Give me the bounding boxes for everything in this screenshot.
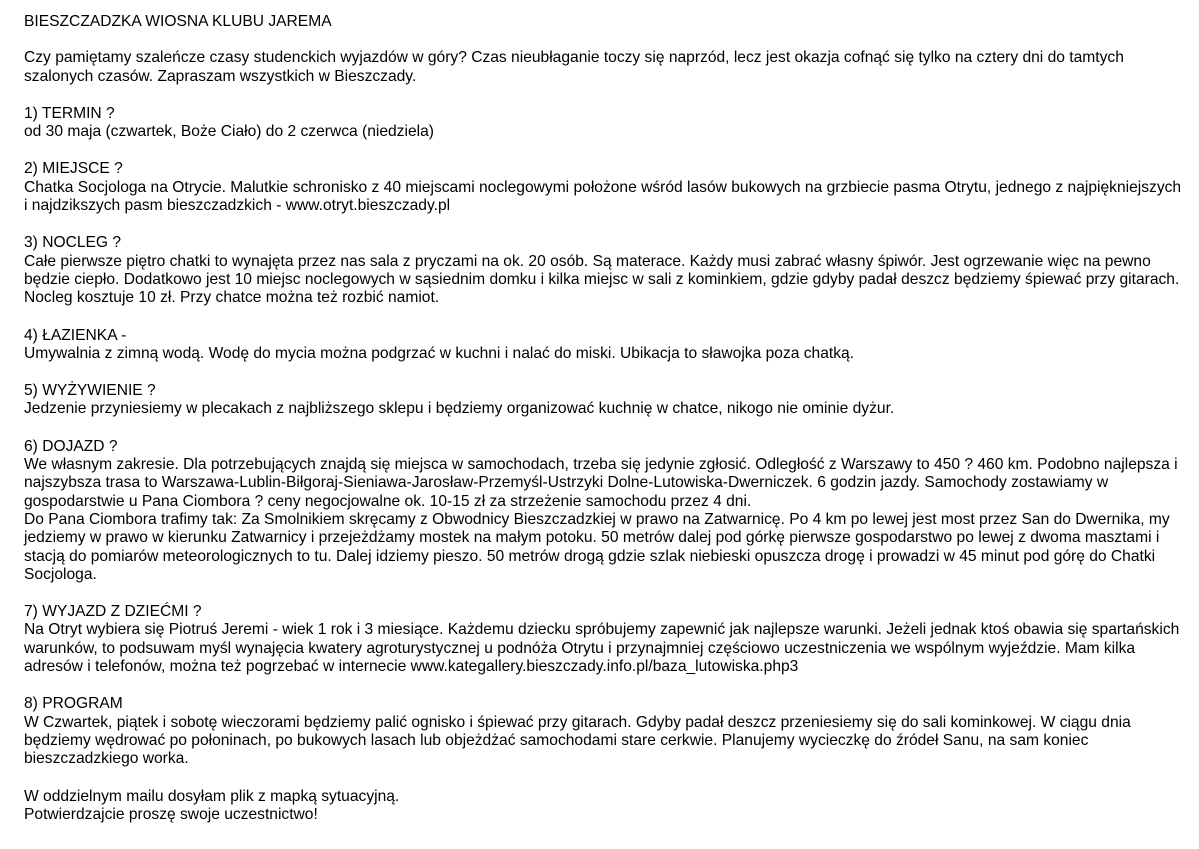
section-paragraph: Na Otryt wybiera się Piotruś Jeremi - wiek 1 rok i 3 miesiące. Każdemu dziecku spróbujemy zapewnić jak najlepsze warunki. Jeżeli jednak ktoś obawia się spartańskich warunków, to podsuwam myśl wynajęcia kwatery agroturystycznej u podnóża Otrytu i przynajmniej częściowo uczestniczenia we wspólnym wyjeździe. Mam kilka adresów i telefonów, można też pogrzebać w internecie www.kategallery.bieszczady.info.pl/baza_lutowiska.php3 <box>24 621 1180 676</box>
section <box>24 234 1187 307</box>
section-heading: 4) ŁAZIENKA - <box>24 326 127 344</box>
section-body <box>24 123 1187 141</box>
section-body <box>24 456 1187 584</box>
section-heading: 8) PROGRAM <box>24 695 123 713</box>
section-body <box>24 253 1187 308</box>
section-paragraph: Chatka Socjologa na Otrycie. Malutkie schronisko z 40 miejscami noclegowymi położone wśród lasów bukowych na grzbiecie pasma Otrytu, jednego z najpiękniejszych i najdzikszych pasm bieszczadzkich - www.otryt.bieszczady.pl <box>24 178 1182 215</box>
closing-block <box>24 788 1187 825</box>
section <box>24 160 1187 215</box>
section-paragraph: W Czwartek, piątek i sobotę wieczorami będziemy palić ognisko i śpiewać przy gitarach. Gdyby padał deszcz przeniesiemy się do sali kominkowej. W ciągu dnia będziemy wędrować po połoninach, po bukowych lasach lub objeżdżać samochodami stare cerkwie. Planujemy wycieczkę do źródeł Sanu, na sam koniec bieszczadzkiego worka. <box>24 713 1131 768</box>
section-body <box>24 345 1187 363</box>
sections-container <box>24 105 1187 769</box>
intro-paragraph: Czy pamiętamy szaleńcze czasy studenckich wyjazdów w góry? Czas nieubłaganie toczy się naprzód, lecz jest okazja cofnąć się tylko na cztery dni do tamtych szalonych czasów. Zapraszam wszystkich w Bieszczady. <box>24 49 1124 85</box>
section-heading: 3) NOCLEG ? <box>24 234 122 252</box>
section-body <box>24 400 1187 418</box>
section-heading: 7) WYJAZD Z DZIEĆMI ? <box>24 603 202 621</box>
section <box>24 382 1187 419</box>
section-paragraph: Do Pana Ciombora trafimy tak: Za Smolnikiem skręcamy z Obwodnicy Bieszczadzkiej w prawo na Zatwarnicę. Po 4 km po lewej jest most przez San do Dwernika, my jedziemy w prawo w kierunku Zatwarnicy i przejeżdżamy mostek na małym potoku. 50 metrów dalej pod górkę pierwsze gospodarstwo po lewej z dwoma masztami i stacją do pomiarów meteorologicznych to tu. Dalej idziemy pieszo. 50 metrów drogą gdzie szlak niebieski opuszcza drogę i prowadzi w 45 minut pod górę do Chatki Socjologa. <box>24 510 1170 583</box>
section <box>24 695 1187 768</box>
section-body <box>24 714 1187 769</box>
section <box>24 327 1187 364</box>
section-paragraph: Jedzenie przyniesiemy w plecakach z najbliższego sklepu i będziemy organizować kuchnię w chatce, nikogo nie ominie dyżur. <box>24 400 895 418</box>
section-paragraph: Umywalnia z zimną wodą. Wodę do mycia można podgrzać w kuchni i nalać do miski. Ubikacja to sławojka poza chatką. <box>24 344 855 362</box>
section-paragraph: od 30 maja (czwartek, Boże Ciało) do 2 czerwca (niedziela) <box>24 123 434 141</box>
section-heading: 2) MIEJSCE ? <box>24 160 123 178</box>
section-paragraph: We własnym zakresie. Dla potrzebujących znajdą się miejsca w samochodach, trzeba się jedynie zgłosić. Odległość z Warszawy to 450 ? 460 km. Podobno najlepsza i najszybsza trasa to Warszawa-Lublin-Biłgoraj-Sieniawa-Jarosław-Przemyśl-Ustrzyki Dolne-Lutowiska-Dwerniczek. 6 godzin jazdy. Samochody zostawiamy w gospodarstwie u Pana Ciombora ? ceny negocjowalne ok. 10-15 zł za strzeżenie samochodu przez 4 dni. <box>24 456 1178 510</box>
document-title: BIESZCZADZKA WIOSNA KLUBU JAREMA <box>24 13 332 30</box>
section-heading: 5) WYŻYWIENIE ? <box>24 382 156 400</box>
closing-line: W oddzielnym mailu dosyłam plik z mapką sytuacyjną. <box>24 787 400 805</box>
section <box>24 105 1187 142</box>
section <box>24 438 1187 584</box>
closing-line: Potwierdzajcie proszę swoje uczestnictwo! <box>24 805 318 823</box>
section-heading: 6) DOJAZD ? <box>24 437 118 455</box>
section <box>24 603 1187 676</box>
section-body <box>24 621 1187 676</box>
section-body <box>24 179 1187 216</box>
section-heading: 1) TERMIN ? <box>24 104 115 122</box>
section-paragraph: Całe pierwsze piętro chatki to wynajęta przez nas sala z pryczami na ok. 20 osób. Są materace. Każdy musi zabrać własny śpiwór. Jest ogrzewanie więc na pewno będzie ciepło. Dodatkowo jest 10 miejsc noclegowych w sąsiednim domku i kilka miejsc w sali z kominkiem, gdzie gdyby padał deszcz będziemy śpiewać przy gitarach. Nocleg kosztuje 10 zł. Przy chatce można też rozbić namiot. <box>24 252 1180 307</box>
